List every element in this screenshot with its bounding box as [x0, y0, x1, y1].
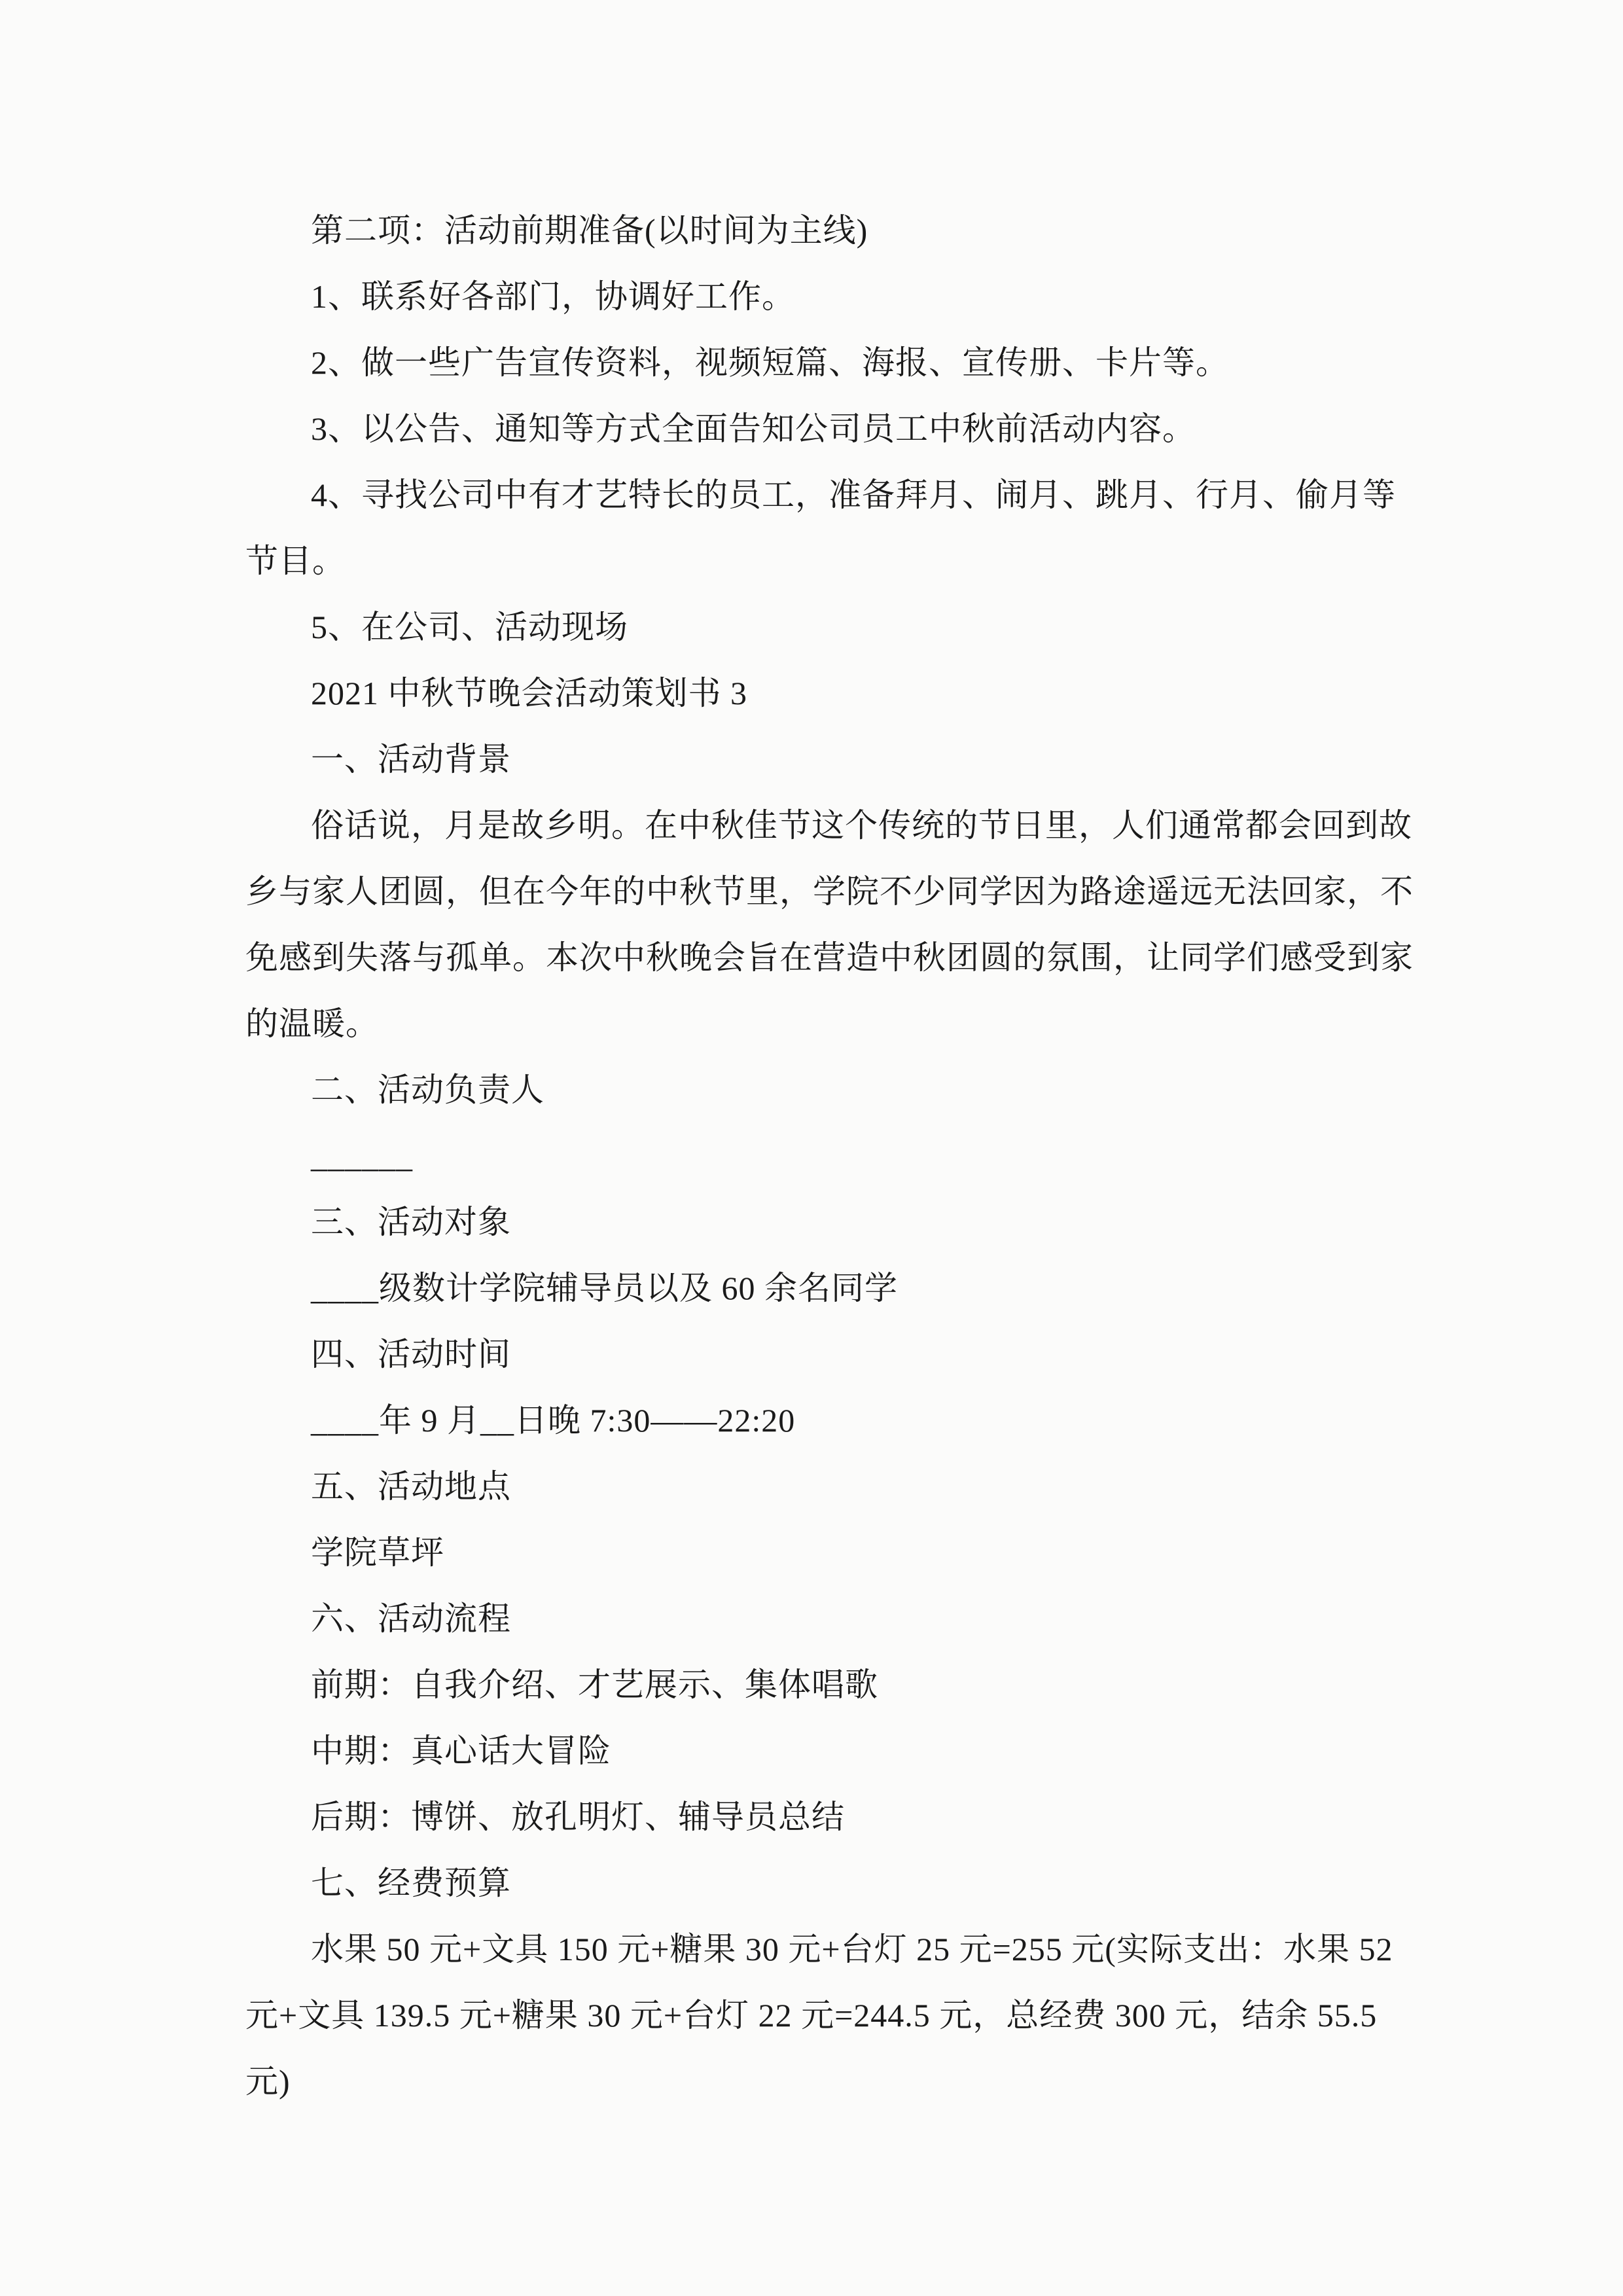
paragraph-line: 元+文具 139.5 元+糖果 30 元+台灯 22 元=244.5 元，总经费 300 元，结余 55.5 [245, 1997, 1378, 2034]
section-heading: 一、活动背景 [311, 741, 511, 778]
list-item: 3、以公告、通知等方式全面告知公司员工中秋前活动内容。 [311, 410, 1196, 447]
list-item-continuation: 节目。 [245, 543, 346, 579]
paragraph-line: 学院草坪 [311, 1534, 444, 1571]
section-heading: 七、经费预算 [311, 1865, 511, 1901]
paragraph-line: 水果 50 元+文具 150 元+糖果 30 元+台灯 25 元=255 元(实际支出：水果 52 [311, 1931, 1393, 1967]
paragraph-line: 元) [245, 2063, 291, 2100]
section-heading: 第二项：活动前期准备(以时间为主线) [311, 212, 868, 249]
paragraph-line: 免感到失落与孤单。本次中秋晚会旨在营造中秋团圆的氛围，让同学们感受到家 [245, 939, 1414, 976]
text-block [245, 198, 1414, 2115]
paragraph-line: 俗话说，月是故乡明。在中秋佳节这个传统的节日里，人们通常都会回到故 [311, 807, 1412, 844]
paragraph-line: 中期：真心话大冒险 [311, 1732, 611, 1769]
section-heading: 五、活动地点 [311, 1468, 511, 1505]
paragraph-line: ____级数计学院辅导员以及 60 余名同学 [311, 1270, 898, 1306]
list-item: 5、在公司、活动现场 [311, 609, 628, 645]
list-item: 2、做一些广告宣传资料，视频短篇、海报、宣传册、卡片等。 [311, 344, 1229, 381]
plan-title: 2021 中秋节晚会活动策划书 3 [311, 675, 747, 711]
paragraph-line: 前期：自我介绍、才艺展示、集体唱歌 [311, 1666, 878, 1703]
section-heading: 二、活动负责人 [311, 1071, 544, 1108]
list-item: 4、寻找公司中有才艺特长的员工，准备拜月、闹月、跳月、行月、偷月等 [311, 476, 1396, 513]
paragraph-line: 的温暖。 [245, 1005, 379, 1042]
blank-fill-line: ______ [311, 1138, 413, 1174]
paragraph-line: 乡与家人团圆，但在今年的中秋节里，学院不少同学因为路途遥远无法回家，不 [245, 873, 1414, 910]
section-heading: 四、活动时间 [311, 1336, 511, 1372]
list-item: 1、联系好各部门，协调好工作。 [311, 278, 795, 315]
section-heading: 三、活动对象 [311, 1204, 511, 1240]
paragraph-line: 后期：博饼、放孔明灯、辅导员总结 [311, 1799, 845, 1835]
paragraph-line: ____年 9 月__日晚 7:30——22:20 [311, 1402, 796, 1439]
section-heading: 六、活动流程 [311, 1600, 511, 1637]
